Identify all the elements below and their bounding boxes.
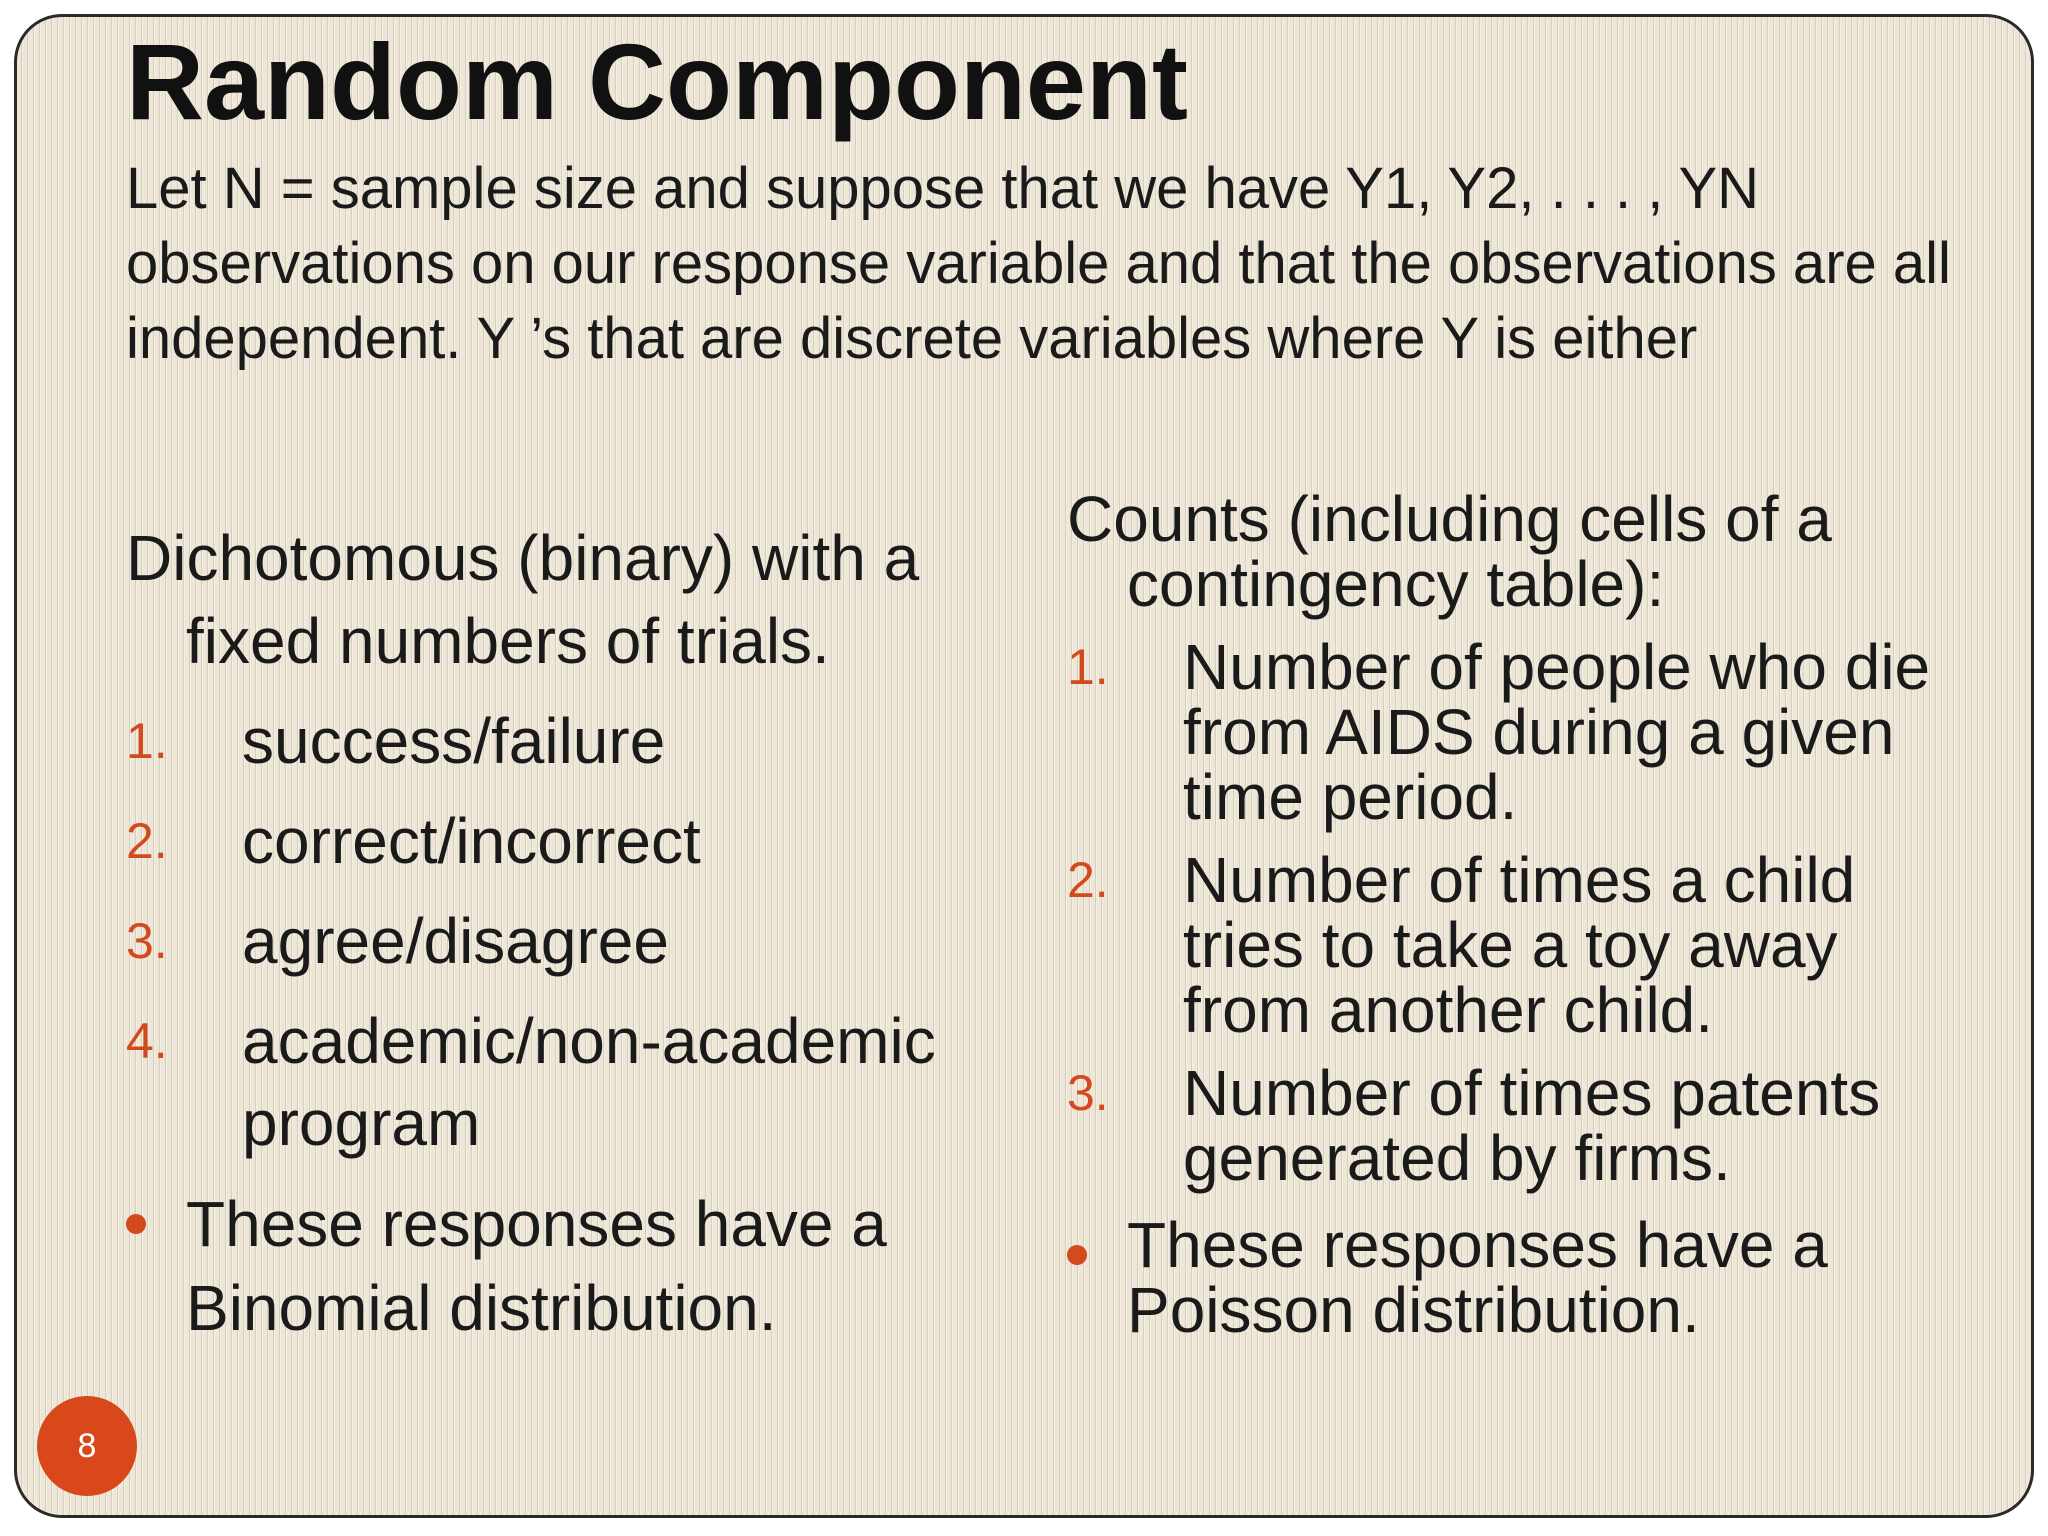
right-numbered-list <box>1067 631 1967 1194</box>
bullet-dot-icon <box>126 1182 186 1262</box>
list-item-text: correct/incorrect <box>242 805 701 877</box>
list-number: 4. <box>126 1013 168 1069</box>
left-column <box>126 517 956 1350</box>
bullet-text: These responses have a Binomial distribution. <box>186 1188 887 1344</box>
right-column <box>1067 483 1967 1346</box>
list-number: 2. <box>1067 852 1109 908</box>
list-number: 3. <box>126 913 168 969</box>
list-item <box>126 1000 956 1164</box>
list-item-text: success/failure <box>242 705 666 777</box>
list-item <box>1067 844 1967 1046</box>
left-numbered-list <box>126 700 956 1164</box>
list-item-text: agree/disagree <box>242 905 669 977</box>
right-lead-text: Counts (including cells of a contingency table): <box>1067 483 1832 620</box>
list-number: 1. <box>126 713 168 769</box>
list-item <box>126 700 956 783</box>
list-number: 1. <box>1067 639 1109 695</box>
intro-paragraph: Let N = sample size and suppose that we have Y1, Y2, . . . , YN observations on our response variable and that the observations are all independent. Y ’s that are discrete variables where Y is either <box>126 156 1951 371</box>
list-item-text: academic/non-academic program <box>242 1005 936 1159</box>
right-bullet <box>1067 1209 1967 1346</box>
list-item <box>1067 1057 1967 1194</box>
list-item <box>126 900 956 983</box>
list-item <box>126 800 956 883</box>
slide-title: Random Component <box>126 21 1188 142</box>
list-item-text: Number of times a child tries to take a toy away from another child. <box>1183 844 1856 1046</box>
slide <box>14 14 2034 1518</box>
left-bullet <box>126 1182 956 1350</box>
page-number-badge: 8 <box>37 1396 137 1496</box>
bullet-text: These responses have a Poisson distribution. <box>1127 1209 1828 1346</box>
list-number: 3. <box>1067 1065 1109 1121</box>
left-lead-text: Dichotomous (binary) with a fixed numbers of trials. <box>126 522 920 677</box>
bullet-dot-icon <box>1067 1213 1127 1293</box>
list-number: 2. <box>126 813 168 869</box>
list-item-text: Number of people who die from AIDS during a given time period. <box>1183 631 1931 833</box>
list-item-text: Number of times patents generated by firms. <box>1183 1057 1881 1194</box>
list-item <box>1067 631 1967 833</box>
